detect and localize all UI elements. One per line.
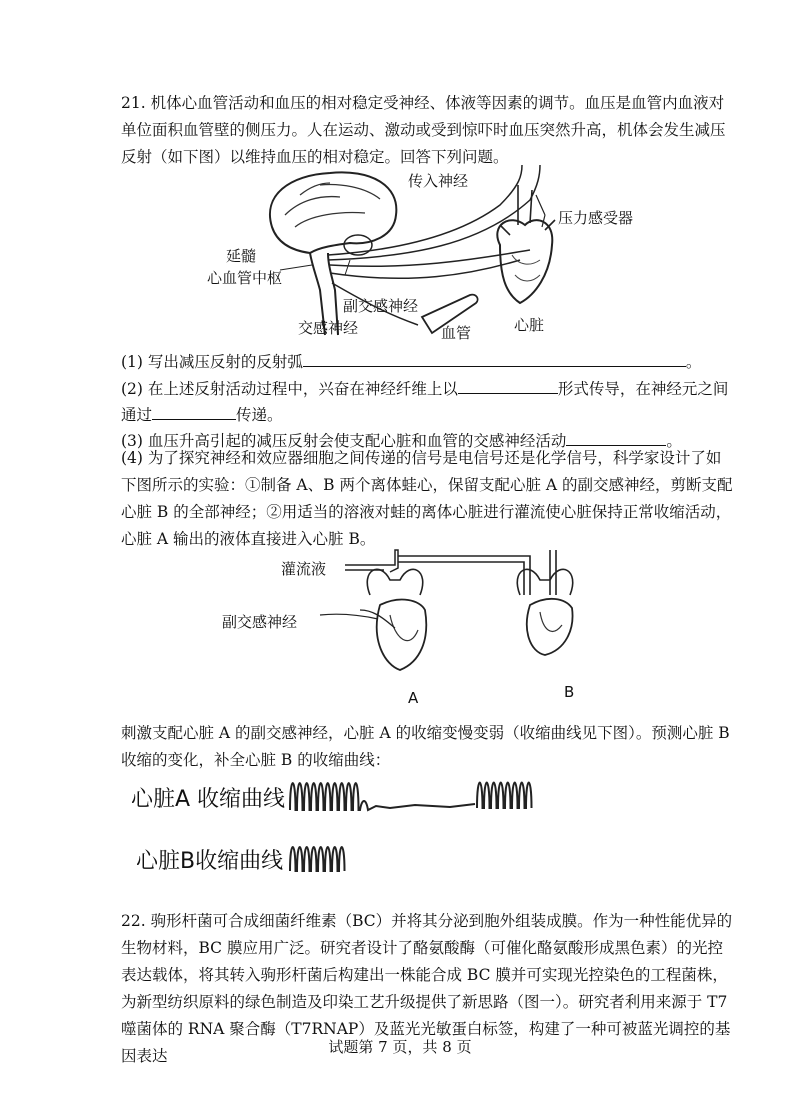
label-parasympathetic: 副交感神经	[343, 297, 419, 315]
perfusion-figure	[340, 550, 610, 700]
parasympathetic-pointer	[320, 605, 380, 625]
reflex-arc-figure	[200, 165, 680, 345]
label-heart-b: B	[564, 683, 575, 701]
answer-blank-2a[interactable]	[458, 378, 558, 394]
label-perfusate: 灌流液	[281, 560, 327, 578]
label-afferent-nerve: 传入神经	[408, 172, 469, 190]
answer-blank-3[interactable]	[566, 430, 666, 446]
q21-intro: 21. 机体心血管活动和血压的相对稳定受神经、体液等因素的调节。血压是血管内血液对单位面积血管壁的侧压力。人在运动、激动或受到惊吓时血压突然升高，机体会发生减压反射（如下图）以维持血压的相对稳定。回答下列问题。	[121, 94, 726, 166]
label-baroreceptor: 压力感受器	[558, 209, 634, 227]
q21-sub2-cont: 通过 传递。	[121, 406, 283, 424]
curve-b-segment	[290, 847, 345, 871]
heart-a-contraction-curve	[288, 770, 548, 815]
answer-blank-2b[interactable]	[152, 404, 236, 420]
answer-blank-1[interactable]	[303, 351, 686, 367]
label-heart-a: A	[408, 689, 419, 707]
q22-text: 22. 驹形杆菌可合成细菌纤维素（BC）并将其分泌到胞外组装成膜。作为一种性能优异的生物材料，BC 膜应用广泛。研究者设计了酪氨酸酶（可催化酪氨酸形成黑色素）的光控表达载体，将其转入驹形杆菌后构建出一株能合成 BC 膜并可实现光控染色的工程菌株，为新型纺织原料的绿色制造及印染工艺升级提供了新思路（图一）。研究者利用来源于 T7 噬菌体的 RNA 聚合酶（T7RNAP）及蓝光光敏蛋白标签，构建了一种可被蓝光调控的基因表达	[121, 912, 733, 1065]
page-footer: 试题第 7 页，共 8 页	[328, 1038, 472, 1056]
label-fig2-parasympathetic: 副交感神经	[222, 613, 298, 631]
curve-a-recovery-segment	[477, 783, 532, 809]
q21-stim-text: 刺激支配心脏 A 的副交感神经，心脏 A 的收缩变慢变弱（收缩曲线见下图）。预测心脏 B 收缩的变化，补全心脏 B 的收缩曲线：	[121, 724, 730, 769]
curve-a-weakening-segment	[290, 783, 475, 810]
label-sympathetic: 交感神经	[298, 319, 359, 337]
label-cv-center: 心血管中枢	[207, 269, 283, 287]
q21-sub4: (4) 为了探究神经和效应器细胞之间传递的信号是电信号还是化学信号，科学家设计了如下图所示的实验：①制备 A、B 两个离体蛙心，保留支配心脏 A 的副交感神经，剪断支配心脏 B 的全部神经；②用适当的溶液对蛙的离体心脏进行灌流使心脏保持正常收缩活动，心脏 A 输出的液体直接进入心脏 B。	[121, 449, 733, 548]
q21-sub3: (3) 血压升高引起的减压反射会使支配心脏和血管的交感神经活动 。	[121, 432, 682, 450]
label-heart: 心脏	[514, 316, 545, 334]
label-vessel: 血管	[441, 324, 472, 342]
heart-b-contraction-curve	[288, 835, 358, 875]
q21-sub2: (2) 在上述反射活动过程中，兴奋在神经纤维上以 形式传导，在神经元之间	[121, 380, 729, 398]
curve-b-label: 心脏B收缩曲线	[136, 849, 284, 874]
curve-a-label: 心脏A 收缩曲线	[131, 787, 286, 812]
q21-sub1: (1) 写出减压反射的反射弧 。	[121, 353, 702, 371]
label-medulla: 延髓	[226, 247, 257, 265]
